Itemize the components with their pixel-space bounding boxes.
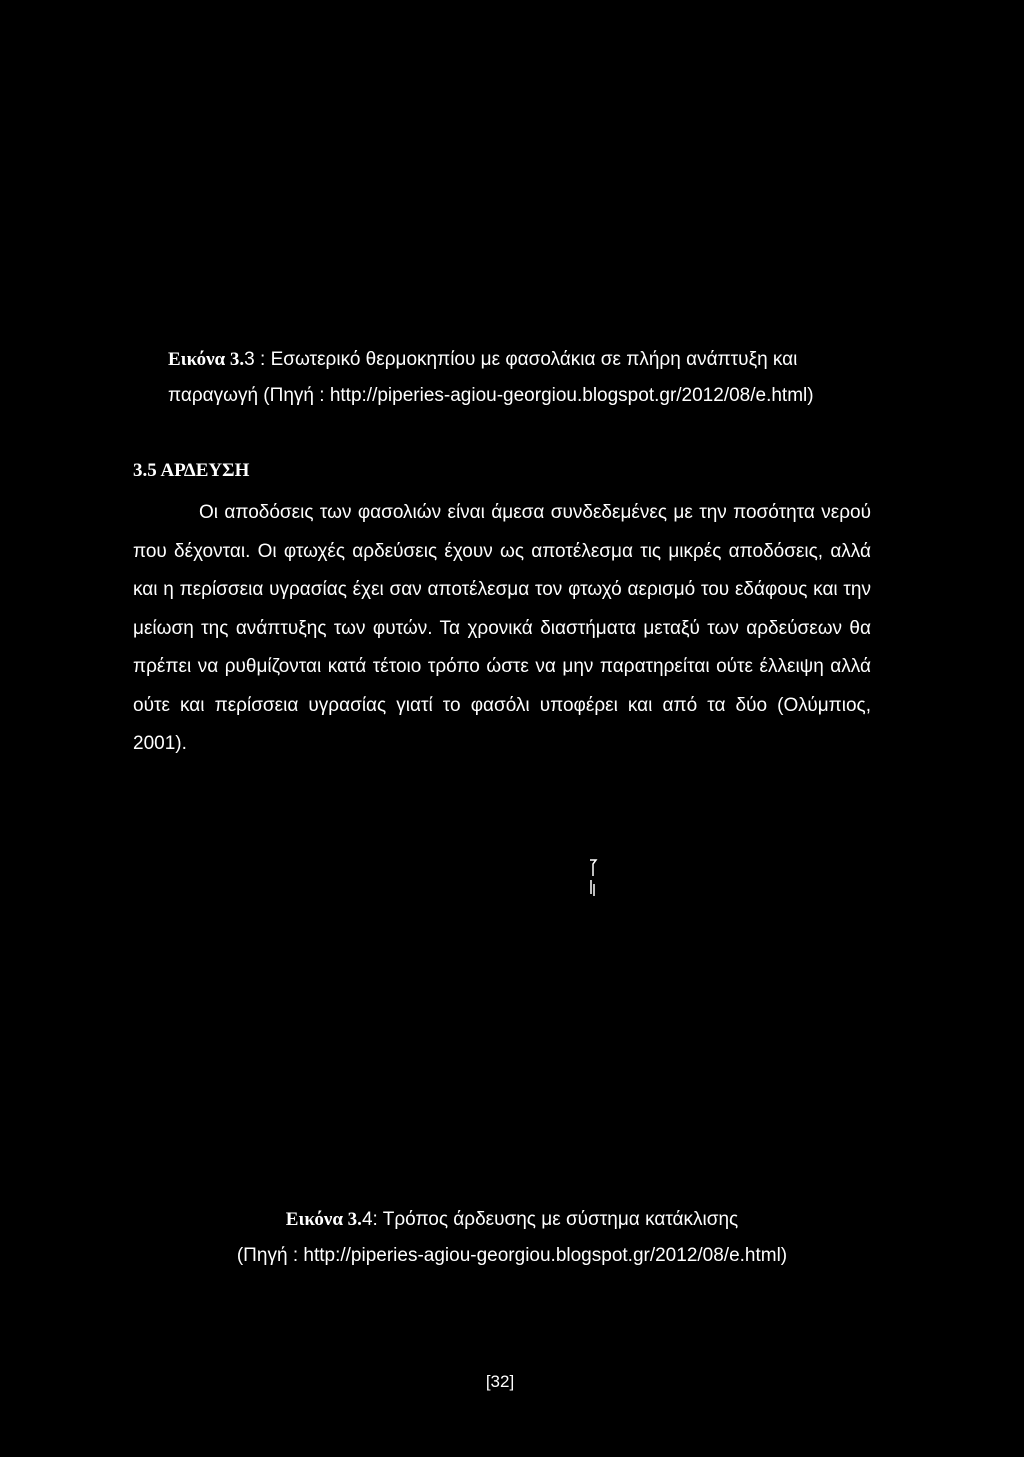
caption-text: Τρόπος άρδευσης με σύστημα κατάκλισης [382,1209,739,1230]
caption-line-1 [160,1202,864,1238]
caption-text: Εσωτερικό θερμοκηπίου με φασολάκια σε πλήρη ανάπτυξη και [270,349,798,370]
caption-label: Εικόνα 3. [168,349,245,370]
caption-number: 4 [361,1209,373,1230]
caption-line-2 [168,378,888,414]
section-heading: 3.5 ΑΡΔΕΥΣΗ [133,460,250,481]
caption-source-url: http://piperies-agiou-georgiou.blogspot.gr/2012/08/e.html) [329,385,814,406]
caption-line-2 [160,1238,864,1274]
figure-caption-3-3 [168,342,888,414]
caption-separator: : [254,349,271,370]
scan-artifact [588,856,598,898]
caption-number: 3 [244,349,255,370]
page-number: [32] [485,1372,515,1391]
caption-source-label: (Πηγή : [236,1245,304,1266]
caption-source-label: παραγωγή (Πηγή : [168,385,330,406]
figure-caption-3-4 [160,1202,864,1274]
section-paragraph: Οι αποδόσεις των φασολιών είναι άμεσα συνδεδεμένες με την ποσότητα νερού που δέχονται. Οι φτωχές αρδεύσεις έχουν ως αποτέλεσμα τις μικρές αποδόσεις, αλλά και η περίσσεια υγρασίας έχει σαν αποτέλεσμα τον φτωχό αερισμό του εδάφους και την μείωση της ανάπτυξης των φυτών. Τα χρονικά διαστήματα μεταξύ των αρδεύσεων θα πρέπει να ρυθμίζονται κατά τέτοιο τρόπο ώστε να μην παρατηρείται ούτε έλλειψη αλλά ούτε και περίσσεια υγρασίας γιατί το φασόλι υποφέρει και από τα δύο (Ολύμπιος, 2001). [133,502,871,754]
caption-source-url: http://piperies-agiou-georgiou.blogspot.gr/2012/08/e.html) [303,1245,788,1266]
caption-separator: : [372,1209,383,1230]
caption-line-1 [168,342,888,378]
caption-label: Εικόνα 3. [285,1209,362,1230]
